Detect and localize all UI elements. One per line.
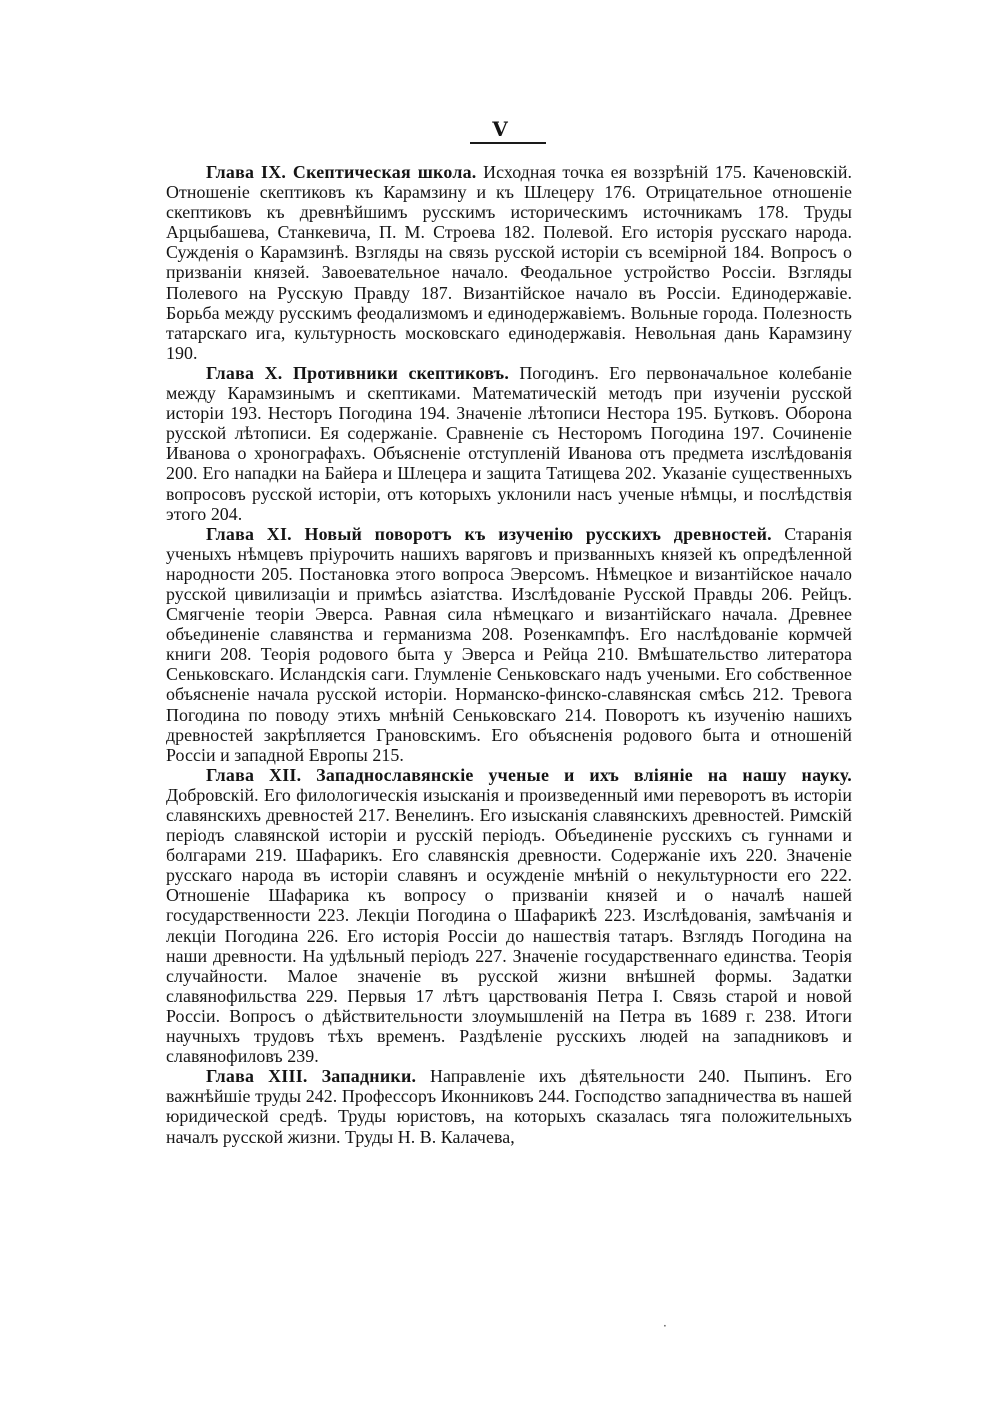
chapter-11-entry bbox=[166, 524, 852, 765]
page-number-rule bbox=[470, 142, 546, 144]
chapter-13-heading: Глава XIII. Западники. bbox=[206, 1066, 417, 1087]
chapter-9-heading: Глава IX. Скептическая школа. bbox=[206, 162, 477, 182]
chapter-9-summary: Исходная точка ея воззрѣній 175. Каченовскій. Отношеніе скептиковъ къ Карамзину и къ Шлецеру 176. Отрицательное отношеніе скептиковъ къ древнѣйшимъ русскимъ историческимъ источникамъ 178. Труды Арцыбашева, Станкевича, П. М. Строева 182. Полевой. Его исторія русскаго народа. Сужденія о Карамзинѣ. Взгляды на связь русской исторіи съ всемірной 184. Вопросъ о призваніи князей. Завоевательное начало. Феодальное устройство Россіи. Взгляды Полевого на Русскую Правду 187. Византійское начало въ Россіи. Единодержавіе. Борьба между русскимъ феодализмомъ и единодержавіемъ. Вольные города. Полезность татарскаго ига, культурность московскаго единодержавія. Невольная дань Карамзину 190. bbox=[166, 162, 853, 363]
chapter-9-entry bbox=[166, 162, 852, 363]
chapter-13-entry bbox=[166, 1066, 852, 1146]
table-of-contents-text bbox=[166, 162, 852, 1147]
chapter-12-heading: Глава XII. Западнославянскіе ученые и ихъ вліяніе на нашу науку. bbox=[206, 764, 852, 785]
print-speck: · bbox=[663, 1319, 667, 1333]
chapter-13-summary: Направленіе ихъ дѣятельности 240. Пыпинъ. Его важнѣйшіе труды 242. Профессоръ Иконниковъ 244. Господство западничества въ нашей юридической средѣ. Труды юристовъ, на которыхъ сказалась тяга положительныхъ началъ русской жизни. Труды Н. В. Калачева, bbox=[166, 1066, 852, 1147]
chapter-10-summary: Погодинъ. Его первоначальное колебаніе между Карамзинымъ и скептиками. Математическій методъ при изученіи русской исторіи 193. Несторъ Погодина 194. Значеніе лѣтописи Нестора 195. Бутковъ. Оборона русской лѣтописи. Ея содержаніе. Сравненіе съ Несторомъ Погодина 197. Сочиненіе Иванова о хронографахъ. Объясненіе отступленій Иванова отъ предмета изслѣдованія 200. Его нападки на Байера и Шлецера и защита Татищева 202. Указаніе существенныхъ вопросовъ русской исторіи, отъ которыхъ уклонили насъ ученые нѣмцы, и послѣдствія этого 204. bbox=[166, 362, 853, 524]
chapter-11-heading: Глава XI. Новый поворотъ къ изученію русскихъ древностей. bbox=[206, 523, 772, 544]
page-number: V bbox=[492, 117, 508, 141]
chapter-10-heading: Глава X. Противники скептиковъ. bbox=[206, 362, 510, 383]
chapter-12-summary: Добровскій. Его филологическія изысканія и произведенный ими переворотъ въ исторіи славянскихъ древностей 217. Венелинъ. Его изысканія славянскихъ древностей. Римскій періодъ славянской исторіи и русскій періодъ. Объединеніе русскихъ съ гуннами и болгарами 219. Шафарикъ. Его славянскія древности. Содержаніе ихъ 220. Значеніе русскаго народа въ исторіи славянъ и осужденіе мнѣній о некультурности его 222. Отношеніе Шафарика къ вопросу о призваніи князей и о началѣ нашей государственности 223. Лекціи Погодина о Шафарикѣ 223. Изслѣдованія, замѣчанія и лекціи Погодина 226. Его исторія Россіи до нашествія татаръ. Взглядъ Погодина на наши древности. На удѣльный періодъ 227. Значеніе государственнаго единства. Теорія случайности. Малое значеніе въ русской жизни внѣшней формы. Задатки славянофильства 229. Первыя 17 лѣтъ царствованія Петра I. Связь старой и новой Россіи. Вопросъ о дѣйствительности злоумышленій на Петра въ 1689 г. 238. Итоги научныхъ трудовъ тѣхъ временъ. Раздѣленіе русскихъ людей на западниковъ и славянофиловъ 239. bbox=[166, 784, 852, 1067]
chapter-11-summary: Старанія ученыхъ нѣмцевъ пріурочить нашихъ варяговъ и призванныхъ князей къ опредѣленной народности 205. Постановка этого вопроса Эверсомъ. Нѣмецкое и византійское начало русской цивилизаціи и примѣсь азіатства. Изслѣдованіе Русской Правды 206. Рейцъ. Смягченіе теоріи Эверса. Равная сила нѣмецкаго и византійскаго начала. Древнее объединеніе славянства и германизма 208. Розенкампфъ. Его наслѣдованіе кормчей книги 208. Теорія родового быта у Эверса и Рейца 210. Вмѣшательство литератора Сеньковскаго. Исландскія саги. Глумленіе Сеньковскаго надъ учеными. Его собственное объясненіе начала русской исторіи. Норманско-финско-славянская смѣсь 212. Тревога Погодина по поводу этихъ мнѣній Сеньковскаго 214. Поворотъ къ изученію нашихъ древностей закрѣпляется Грановскимъ. Его объясненія родового быта и отношеній Россіи и западной Европы 215. bbox=[166, 523, 852, 765]
chapter-10-entry bbox=[166, 363, 852, 524]
chapter-12-entry bbox=[166, 765, 852, 1066]
